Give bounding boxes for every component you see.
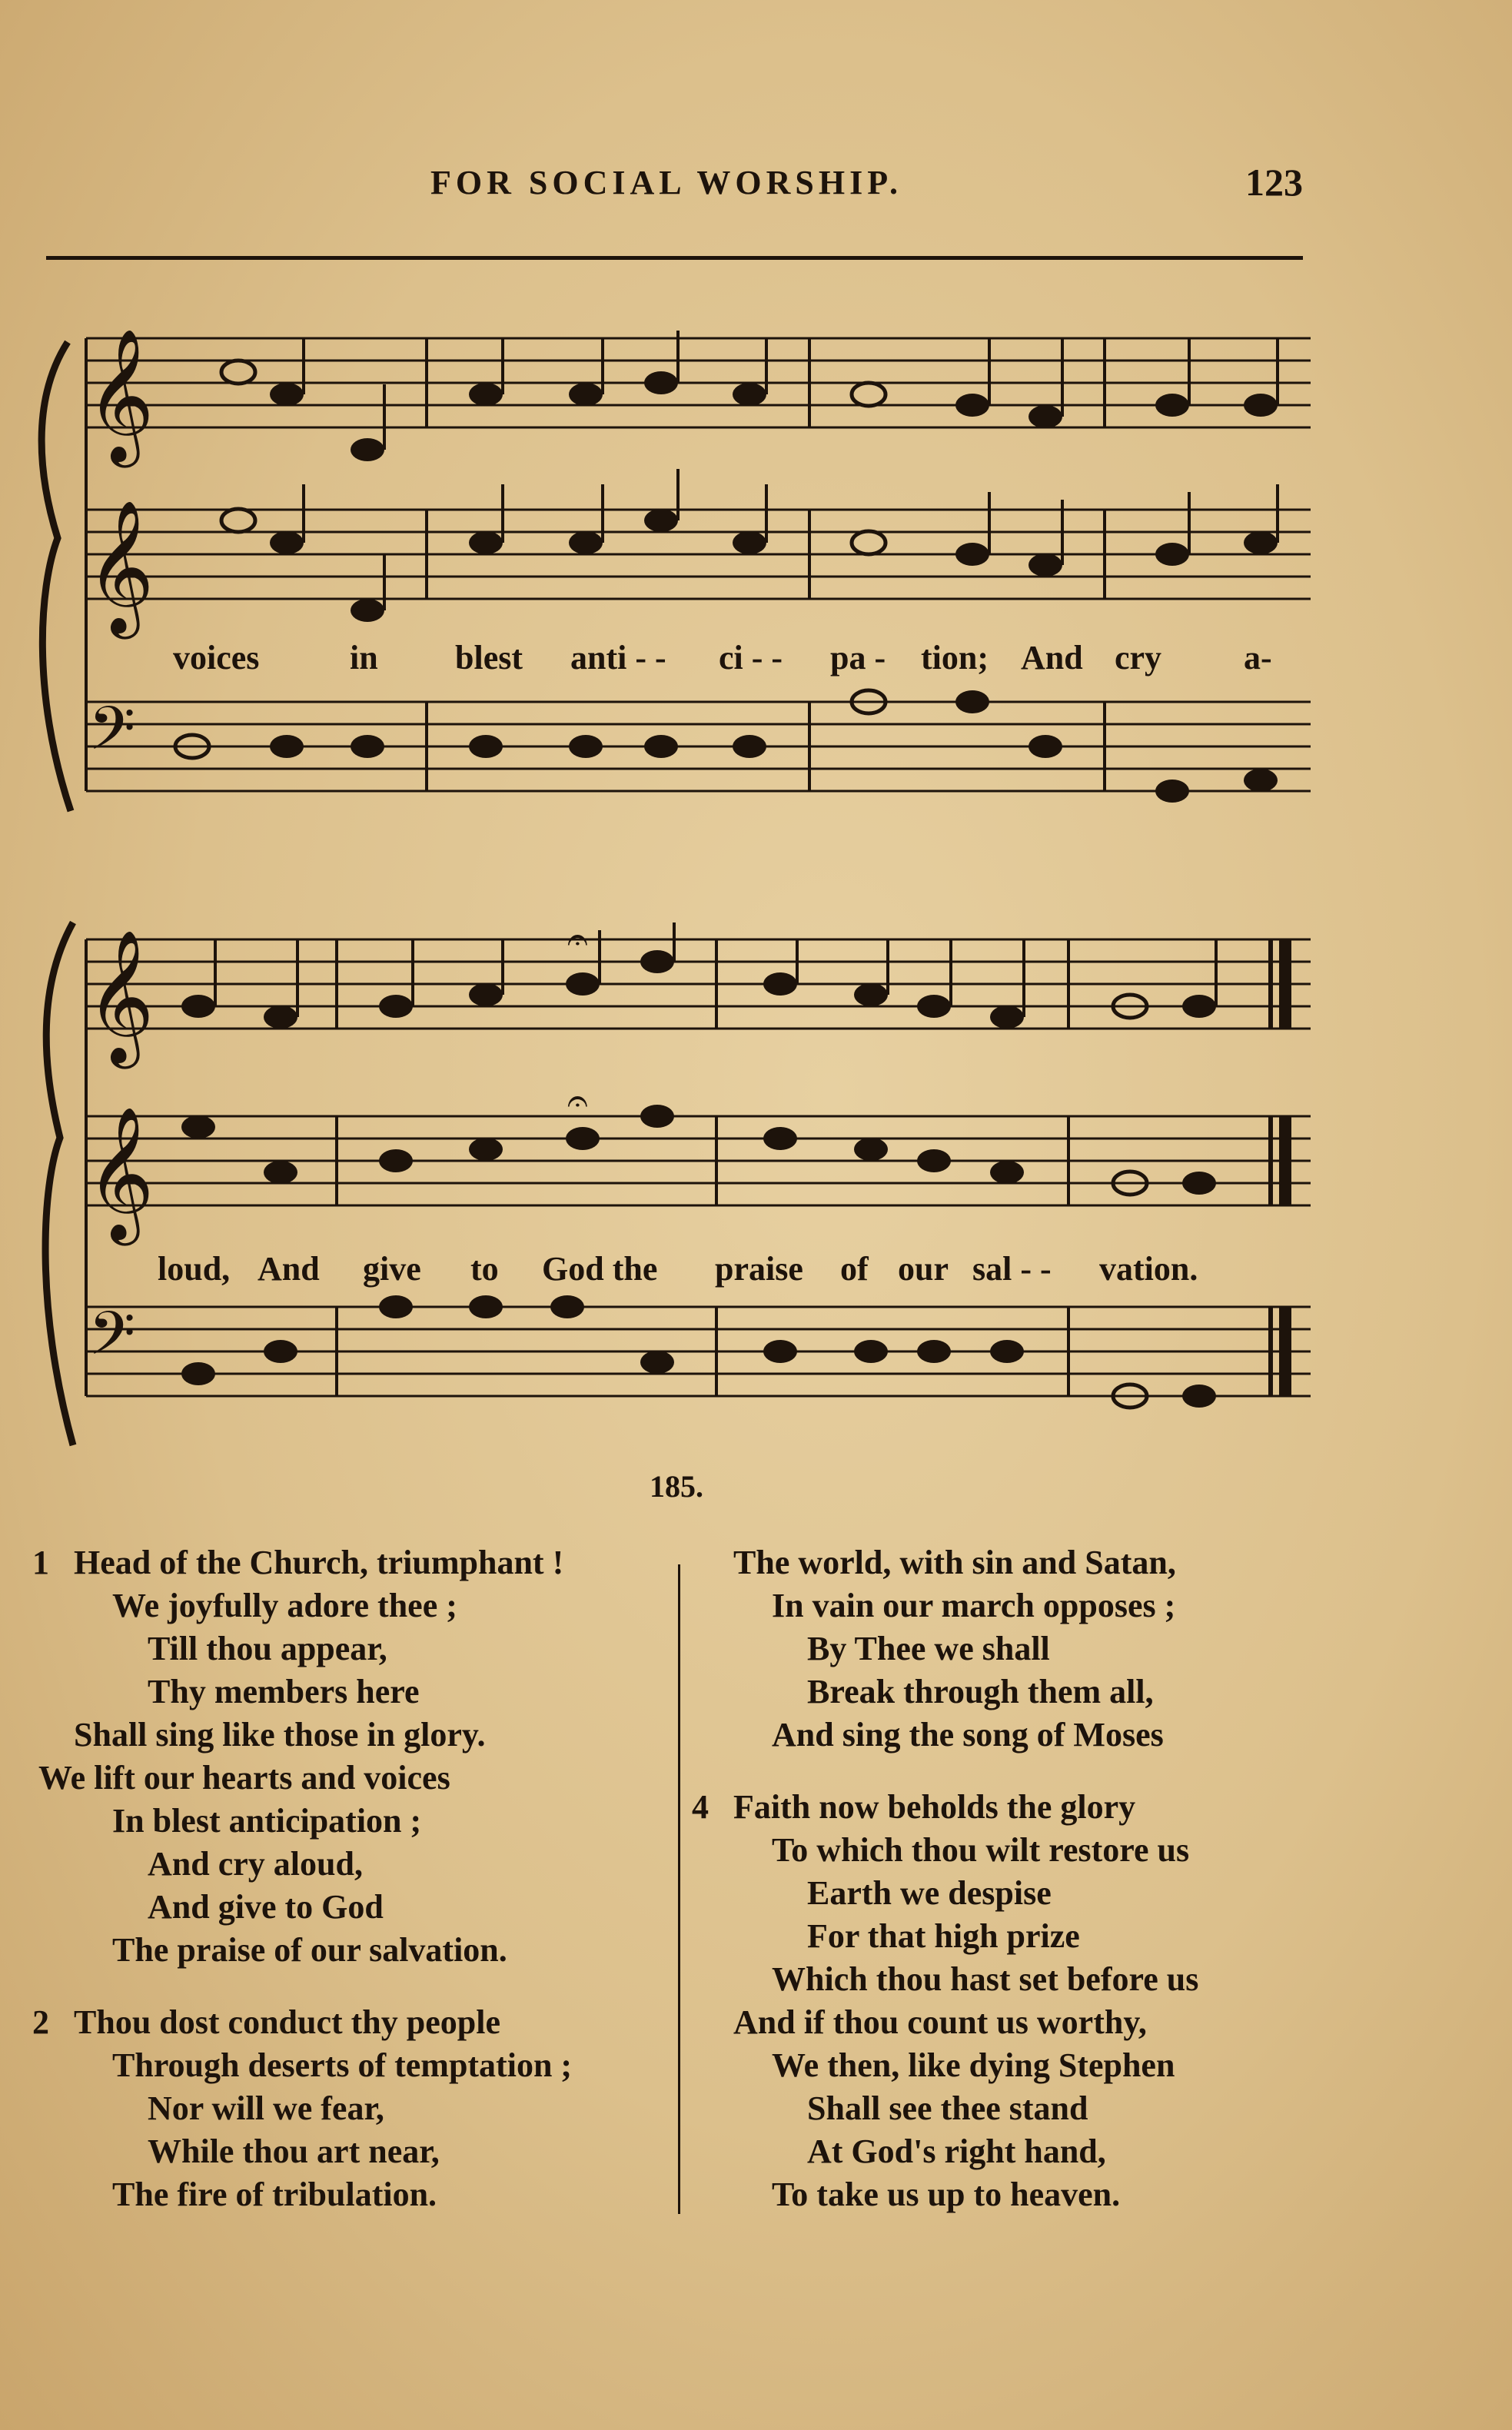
system-brace-2 [45,922,73,1445]
stems-1 [304,331,1278,610]
verse-line: Shall see thee stand [807,2089,1088,2127]
verse-line: In blest anticipation ; [112,1802,422,1840]
lyric-2-1: And [258,1250,320,1288]
hymn-column-left [32,1541,663,2246]
lyric-2-4: God the [542,1250,658,1288]
verse-line: We joyfully adore thee ; [112,1587,457,1624]
treble-clef-2b: 𝄞 [86,1106,155,1240]
lyric-1-4: ci - - [719,639,783,676]
verse-line: The fire of tribulation. [112,2176,437,2213]
lyric-1-2: blest [455,639,523,676]
stanza-number: 2 [32,2003,49,2041]
verse-line: Break through them all, [807,1673,1154,1710]
staff-1-treble [86,338,1311,427]
lyric-2-6: of [840,1250,869,1288]
lyric-2-7: our [898,1250,949,1288]
music-system-1 [42,328,1311,811]
treble-clef-1b: 𝄞 [86,500,155,633]
stanza-1 [32,1541,663,1972]
verse-line: Nor will we fear, [148,2089,384,2127]
hymn-number: 185. [650,1469,703,1504]
system-brace-1 [42,342,71,811]
verse-line: And sing the song of Moses [772,1716,1164,1754]
verse-line: 2 Thou dost conduct thy people [32,2001,663,2044]
verse-line: In vain our march opposes ; [772,1587,1176,1624]
verse-line: For that high prize [807,1917,1080,1955]
verse-line: To take us up to heaven. [772,2176,1121,2213]
verse-line: We then, like dying Stephen [772,2046,1175,2084]
lyric-1-0: voices [173,639,260,676]
lyric-1-6: tion; [921,639,989,676]
verse-line: Till thou appear, [148,1630,387,1667]
stanza-2 [32,2001,663,2216]
verse-line: 4 Faith now beholds the glory [692,1786,1345,1829]
stanza-4 [692,1786,1345,2216]
verse-line: Which thou hast set before us [772,1960,1199,1998]
verse-line: Thy members here [148,1673,420,1710]
verse-line: Earth we despise [807,1874,1052,1912]
lyric-1-1: in [350,639,378,676]
lyric-1-7: And [1021,639,1083,676]
verse-line: At God's right hand, [807,2132,1106,2170]
treble-clef-2a: 𝄞 [86,929,155,1063]
lyric-1-5: pa - [830,639,886,676]
verse-line: 1 Head of the Church, triumphant ! [32,1541,663,1584]
verse-line: Through deserts of temptation ; [112,2046,573,2084]
verse-line: The world, with sin and Satan, [733,1544,1176,1581]
lyric-2-8: sal - - [972,1250,1052,1288]
verse-line: We lift our hearts and voices [38,1759,450,1797]
fermata-icon: 𝄐 [567,918,588,961]
staff-1-bass [86,702,1311,791]
page-number: 123 [1245,161,1303,204]
verse-line: To which thou wilt restore us [772,1831,1190,1869]
running-title: FOR SOCIAL WORSHIP. [430,164,903,201]
music-system-2 [45,918,1311,1445]
verse-line: While thou art near, [148,2132,440,2170]
stanza-3 [692,1541,1345,1757]
verse-line: And give to God [148,1888,384,1926]
verse-line: By Thee we shall [807,1630,1050,1667]
verse-line: Shall sing like those in glory. [74,1716,486,1754]
verse-line: And if thou count us worthy, [733,2003,1147,2041]
lyric-1-3: anti - - [570,639,666,676]
lyric-1-8: cry [1115,639,1162,676]
lyric-2-2: give [363,1250,421,1288]
verse-line: The praise of our salvation. [112,1931,507,1969]
verse-line: And cry aloud, [148,1845,363,1883]
stanza-number: 4 [692,1788,709,1826]
treble-clef-1a: 𝄞 [86,328,155,462]
hymn-column-right [692,1541,1345,2246]
lyric-2-3: to [470,1250,499,1288]
staff-2-alto [86,1116,1311,1205]
stanza-number: 1 [32,1544,49,1581]
staff-1-alto [86,510,1311,599]
final-barline [1268,939,1291,1396]
lyric-2-9: vation. [1099,1250,1198,1288]
bass-clef-1: 𝄢 [88,694,136,779]
lyric-2-5: praise [715,1250,803,1288]
column-divider [678,1564,680,2214]
bass-clef-2: 𝄢 [88,1299,136,1384]
lyric-1-9: a- [1244,639,1272,676]
fermata-icon: 𝄐 [567,1079,588,1122]
lyric-2-0: loud, [158,1250,231,1288]
